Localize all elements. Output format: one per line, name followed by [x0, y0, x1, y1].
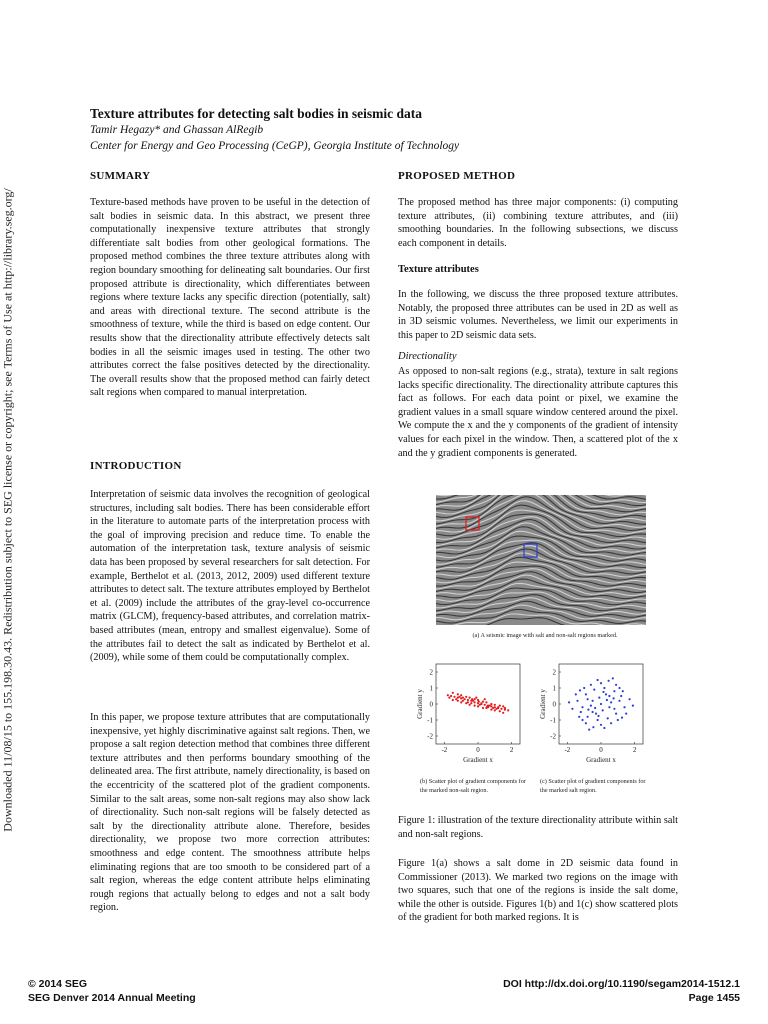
- x-tick-label: 2: [509, 746, 514, 754]
- summary-heading: SUMMARY: [90, 170, 151, 182]
- introduction-paragraph-1: Interpretation of seismic data involves the recognition of geological structures, including salt bodies. There has been considerable effort in the literature to automate parts of the interpretation process with the goal of improving precision and reduce time. To enable the automation of the interpretation task, texture analysis of seismic data has been proposed by several researchers for salt detection. For example, Berthelot et al. (2013, 2012, 2009) used different texture attributes to detect salt. The texture attributes employed by Berthelot et al. (2009) include the attributes of the gray-level co-occurrence matrix (GLCM), frequency-based attributes, and correlation matrix-based attributes (mean, entropy and smallest eigenvalue). Some of the attributes fail to detect the salt as indicated by Berthelot et al. (2009), while some of them could be computationally complex.: [90, 489, 370, 664]
- scatter-point: [474, 698, 476, 700]
- scatter-point: [479, 704, 481, 706]
- scatter-point: [597, 719, 599, 721]
- scatter-point: [450, 695, 452, 697]
- scatter-point: [478, 701, 480, 703]
- figure-caption-c: (c) Scatter plot of gradient components for the marked salt region.: [540, 778, 646, 794]
- scatter-plot-salt: [537, 656, 651, 774]
- scatter-point: [592, 711, 594, 713]
- scatter-point: [579, 689, 581, 691]
- y-axis-label: Gradient y: [416, 689, 424, 719]
- scatter-point: [494, 704, 496, 706]
- seismic-image: [436, 495, 646, 625]
- scatter-point: [448, 697, 450, 699]
- scatter-point: [485, 701, 487, 703]
- y-tick-label: -1: [550, 716, 556, 725]
- footer-meeting: SEG Denver 2014 Annual Meeting: [28, 992, 196, 1004]
- x-tick-label: 2: [632, 746, 637, 754]
- scatter-point: [469, 704, 471, 706]
- scatter-point: [578, 716, 580, 718]
- scatter-point: [447, 694, 449, 696]
- scatter-point: [629, 698, 631, 700]
- scatter-point: [489, 705, 491, 707]
- scatter-point: [593, 689, 595, 691]
- scatter-point: [615, 684, 617, 686]
- y-tick-label: 1: [429, 684, 433, 693]
- x-tick-label: -2: [441, 746, 448, 754]
- scatter-point: [471, 698, 473, 700]
- x-axis-label: Gradient x: [586, 756, 616, 764]
- figure-caption-b: (b) Scatter plot of gradient components for the marked non-salt region.: [420, 778, 526, 794]
- scatter-point: [571, 708, 573, 710]
- scatter-point: [580, 711, 582, 713]
- scatter-point: [617, 719, 619, 721]
- scatter-point: [592, 700, 594, 702]
- y-tick-label: 2: [429, 668, 433, 677]
- scatter-point: [622, 690, 624, 692]
- scatter-point: [613, 708, 615, 710]
- scatter-point: [504, 707, 506, 709]
- proposed-paragraph-1: The proposed method has three major components: (i) computing texture attributes, (ii) combining texture attributes, and (iii) smoothing boundaries. In the following subsections, we discuss each component in details.: [398, 197, 678, 249]
- scatter-point: [603, 687, 605, 689]
- footer-doi[interactable]: DOI http://dx.doi.org/10.1190/segam2014-1512.1: [503, 978, 740, 990]
- figure-caption-a: (a) A seismic image with salt and non-salt regions marked.: [472, 632, 618, 639]
- scatter-point: [490, 709, 492, 711]
- scatter-point: [621, 717, 623, 719]
- scatter-point: [607, 717, 609, 719]
- scatter-point: [612, 677, 614, 679]
- scatter-point: [497, 706, 499, 708]
- scatter-point: [453, 696, 455, 698]
- y-tick-label: 0: [429, 700, 433, 709]
- scatter-point: [608, 695, 610, 697]
- scatter-point: [590, 684, 592, 686]
- scatter-point: [500, 708, 502, 710]
- scatter-point: [590, 705, 592, 707]
- directionality-heading: Directionality: [398, 351, 457, 362]
- scatter-point: [502, 712, 504, 714]
- scatter-point: [467, 699, 469, 701]
- scatter-point: [484, 704, 486, 706]
- scatter-point: [475, 697, 477, 699]
- scatter-point: [499, 705, 501, 707]
- scatter-point: [482, 707, 484, 709]
- summary-text: Texture-based methods have proven to be useful in the detection of salt bodies in seismic data. In this abstract, we present three computationally inexpensive texture attributes that strongly differentiate salt bodies from other geological formations. The proposed method combines the three texture attributes along with region boundary smoothing for delineating salt boundaries. Our first proposed attribute is directionality, which differentiates between regions where texture lacks any specific direction (potentially, salt) and areas with directional texture. The second attribute is the smoothness of texture, while the third is based on edge content. Our results show that the directionality attribute effectively detects salt bodies in all the seismic images used in testing. The other two attributes correct the false positives detected by the directionality. The overall results show that the proposed method can fairly detect salt regions when compared to manual interpretation.: [90, 197, 370, 399]
- texture-attributes-heading: Texture attributes: [398, 264, 479, 275]
- scatter-point: [455, 698, 457, 700]
- introduction-paragraph-2: In this paper, we propose texture attributes that are computationally inexpensive, yet highly discriminative against salt regions. Then, we propose a salt region detection method that combines three different texture attributes and then performs boundary smoothing of the delineated area. The first attribute, namely directionality, is based on the eccentricity of the scattered plot of the gradient components. Similar to the salt areas, some non-salt regions may also show lack of directionality. Such non-salt regions will be falsely detected as salt by the directionality attribute alone. Therefore, besides directionality, we propose two more correction attributes: smoothness and edge content. The smoothness attribute helps eliminating regions that are too smooth to be considered part of a salt region, whereas the edge content attribute helps eliminating rough regions that actually belong to edges and not a salt body region.: [90, 712, 370, 914]
- scatter-point: [581, 706, 583, 708]
- scatter-point: [583, 687, 585, 689]
- x-tick-label: 0: [476, 746, 480, 754]
- scatter-point: [615, 713, 617, 715]
- scatter-point: [613, 697, 615, 699]
- x-tick-label: 0: [599, 746, 603, 754]
- scatter-point: [457, 700, 459, 702]
- scatter-point: [492, 707, 494, 709]
- scatter-point: [606, 699, 608, 701]
- scatter-point: [575, 693, 577, 695]
- scatter-point: [597, 715, 599, 717]
- scatter-point: [597, 679, 599, 681]
- scatter-point: [494, 709, 496, 711]
- y-tick-label: 0: [552, 700, 556, 709]
- scatter-point: [462, 697, 464, 699]
- scatter-point: [592, 726, 594, 728]
- scatter-point: [458, 696, 460, 698]
- scatter-point: [457, 693, 459, 695]
- scatter-point: [603, 727, 605, 729]
- scatter-point: [469, 697, 471, 699]
- x-tick-label: -2: [564, 746, 571, 754]
- y-tick-label: -2: [427, 732, 433, 741]
- proposed-paragraph-2: In the following, we discuss the three proposed texture attributes. Notably, the proposed three attributes can be used in 2D as well as in 3D seismic volumes. Nevertheless, we limit our experiments in this paper to 2D seismic data sets.: [398, 289, 678, 341]
- y-tick-label: 1: [552, 684, 556, 693]
- scatter-point: [474, 701, 476, 703]
- paper-affiliation: Center for Energy and Geo Processing (CeGP), Georgia Institute of Technology: [90, 140, 460, 152]
- y-tick-label: -1: [427, 716, 433, 725]
- x-axis-label: Gradient x: [463, 756, 493, 764]
- scatter-point: [587, 709, 589, 711]
- scatter-point: [618, 700, 620, 702]
- scatter-point: [467, 701, 469, 703]
- footer-copyright: © 2014 SEG: [28, 978, 88, 990]
- scatter-point: [477, 705, 479, 707]
- scatter-point: [610, 722, 612, 724]
- scatter-point: [464, 698, 466, 700]
- proposed-paragraph-3: As opposed to non-salt regions (e.g., strata), texture in salt regions lacks specific directionality. The directionality attribute captures this fact as follows. For each data point or pixel, we examine the gradient values in a small square window centered around the pixel. We compute the x and the y components of the gradient of intensity values for each pixel in the window. Then, a scattered plot of the x and the y gradient components is generated.: [398, 366, 678, 459]
- scatter-point: [587, 716, 589, 718]
- scatter-point: [595, 713, 597, 715]
- y-tick-label: 2: [552, 668, 556, 677]
- scatter-point: [490, 703, 492, 705]
- scatter-point: [605, 693, 607, 695]
- scatter-point: [602, 691, 604, 693]
- scatter-point: [618, 687, 620, 689]
- scatter-point: [576, 700, 578, 702]
- scatter-point: [460, 701, 462, 703]
- scatter-point: [585, 722, 587, 724]
- scatter-point: [465, 696, 467, 698]
- scatter-point: [600, 682, 602, 684]
- paper-title: Texture attributes for detecting salt bodies in seismic data: [90, 106, 422, 121]
- scatter-point: [460, 694, 462, 696]
- scatter-point: [620, 695, 622, 697]
- scatter-point: [499, 710, 501, 712]
- scatter-point: [486, 705, 488, 707]
- scatter-point: [598, 697, 600, 699]
- scatter-point: [613, 690, 615, 692]
- scatter-point: [594, 707, 596, 709]
- scatter-point: [482, 701, 484, 703]
- scatter-point: [480, 702, 482, 704]
- scatter-point: [600, 703, 602, 705]
- introduction-heading: INTRODUCTION: [90, 460, 182, 472]
- scatter-point: [602, 709, 604, 711]
- scatter-point: [474, 705, 476, 707]
- download-notice-text: Downloaded 11/08/15 to 155.198.30.43. Redistribution subject to SEG license or copyright; see Terms of Use at http://library.seg.org/: [0, 188, 15, 832]
- scatter-point: [568, 701, 570, 703]
- scatter-point: [585, 693, 587, 695]
- y-axis-label: Gradient y: [539, 689, 547, 719]
- scatter-point: [600, 724, 602, 726]
- paper-authors: Tamir Hegazy* and Ghassan AlRegib: [90, 124, 264, 136]
- scatter-point: [452, 699, 454, 701]
- scatter-point: [588, 729, 590, 731]
- scatter-point: [470, 702, 472, 704]
- scatter-point: [625, 713, 627, 715]
- scatter-point: [452, 692, 454, 694]
- scatter-point: [484, 698, 486, 700]
- proposed-paragraph-4: Figure 1(a) shows a salt dome in 2D seismic data found in Commissioner (2013). We marked two regions on the image with two squares, such that one of the regions is inside the salt dome, while the other is outside. Figures 1(b) and 1(c) show scattered plots of the gradient for both marked regions. It is: [398, 858, 678, 924]
- y-tick-label: -2: [550, 732, 556, 741]
- scatter-point: [623, 706, 625, 708]
- scatter-point: [581, 719, 583, 721]
- figure-1-caption: Figure 1: illustration of the texture directionality attribute within salt and non-salt regions.: [398, 815, 678, 840]
- scatter-point: [587, 698, 589, 700]
- scatter-point: [608, 680, 610, 682]
- scatter-point: [610, 701, 612, 703]
- scatter-point: [507, 709, 509, 711]
- download-notice-sidebar: [0, 160, 18, 860]
- scatter-point: [502, 705, 504, 707]
- scatter-plot-non-salt: [414, 656, 528, 774]
- scatter-point: [608, 706, 610, 708]
- scatter-point: [495, 708, 497, 710]
- scatter-point: [462, 700, 464, 702]
- footer-page-number: Page 1455: [688, 992, 740, 1004]
- scatter-point: [632, 705, 634, 707]
- proposed-method-heading: PROPOSED METHOD: [398, 170, 516, 182]
